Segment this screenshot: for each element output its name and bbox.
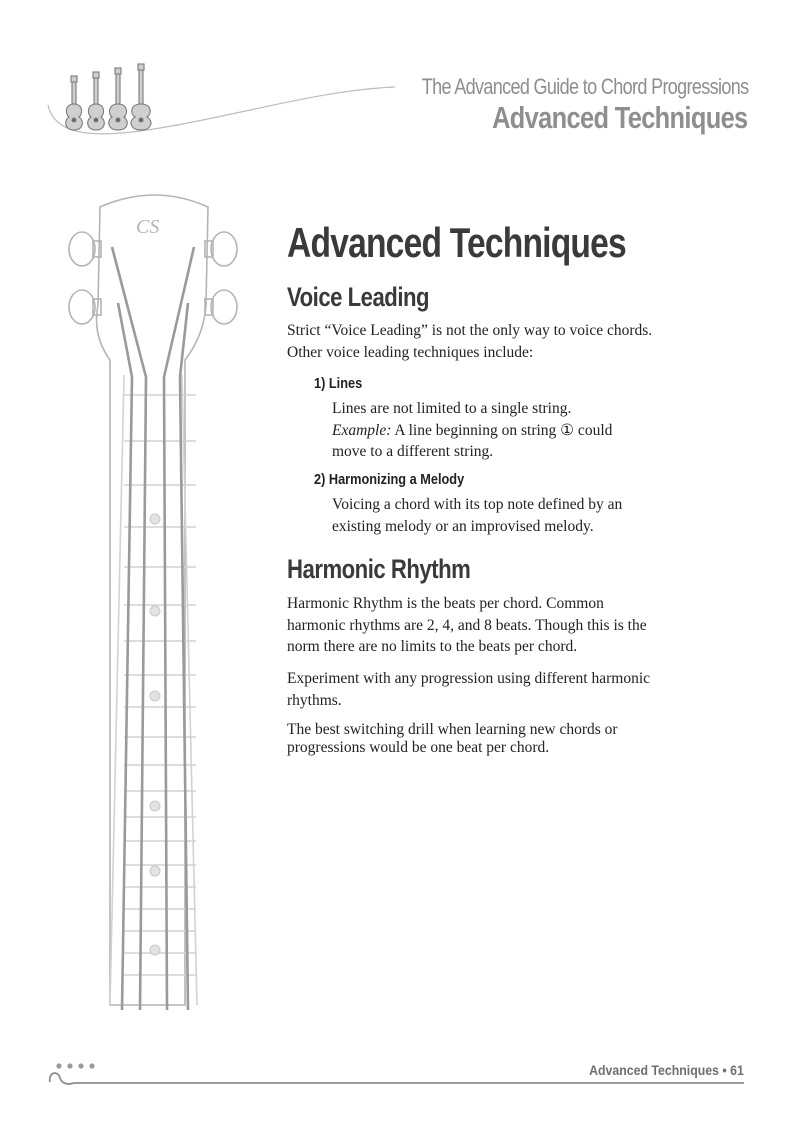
harmonizing-text-line: existing melody or an improvised melody.: [332, 517, 594, 535]
harmonic-rhythm-paragraph-1: [287, 593, 737, 658]
paragraph-line: harmonic rhythms are 2, 4, and 8 beats. Though this is the: [287, 616, 647, 634]
footer-dots-icon: [56, 1063, 94, 1068]
paragraph-line: rhythms.: [287, 691, 342, 709]
strings: [112, 247, 194, 1010]
header-section-title: Advanced Techniques: [492, 100, 748, 135]
headstock-logo: CS: [136, 216, 160, 238]
paragraph-line: progressions would be one beat per chord.: [287, 738, 550, 756]
paragraph-line: Experiment with any progression using different harmonic: [287, 670, 651, 687]
paragraph-line: Harmonic Rhythm is the beats per chord. Common: [287, 595, 604, 612]
paragraph-line: The best switching drill when learning new chords or: [287, 721, 618, 738]
list-item-lines-body: [332, 398, 712, 463]
intro-line: Other voice leading techniques include:: [287, 343, 534, 361]
harmonizing-text-line: Voicing a chord with its top note defined by an: [332, 496, 623, 513]
fret-markers: [150, 514, 160, 955]
footer-page-label: Advanced Techniques • 61: [589, 1062, 744, 1078]
tuning-peg-icon: [211, 290, 237, 324]
list-item-harmonizing-body: [332, 494, 712, 537]
harmonic-rhythm-paragraph-2: [287, 668, 737, 711]
ukulele-icon: [131, 64, 151, 130]
list-item-heading-lines: 1) Lines: [314, 375, 363, 392]
tuning-peg-icon: [69, 232, 95, 266]
list-item-heading-harmonizing: 2) Harmonizing a Melody: [314, 471, 465, 488]
lines-text-line: move to a different string.: [332, 443, 494, 460]
voice-leading-intro: [287, 320, 727, 363]
ukulele-icon: [66, 76, 83, 130]
example-text: A line beginning on string ① could: [391, 421, 613, 439]
paragraph-line: norm there are no limits to the beats per chord.: [287, 638, 578, 655]
example-label: Example:: [332, 421, 392, 439]
ukulele-neck-illustration: [60, 185, 250, 1015]
harmonic-rhythm-heading: Harmonic Rhythm: [287, 554, 471, 584]
lines-text-line: Lines are not limited to a single string.: [332, 400, 572, 417]
ukulele-icon: [109, 68, 127, 130]
harmonic-rhythm-paragraph-3: [287, 721, 737, 756]
tuning-peg-icon: [211, 232, 237, 266]
tuning-peg-icon: [69, 290, 95, 324]
lines-example-line: [332, 420, 712, 442]
ukulele-icons: [66, 64, 151, 130]
header-ukulele-illustration: [40, 60, 400, 150]
ukulele-icon: [88, 72, 105, 130]
voice-leading-heading: Voice Leading: [287, 282, 430, 312]
page-title: Advanced Techniques: [287, 219, 626, 266]
intro-line: Strict “Voice Leading” is not the only way to voice chords.: [287, 322, 653, 339]
header-series-title: The Advanced Guide to Chord Progressions: [421, 74, 748, 99]
